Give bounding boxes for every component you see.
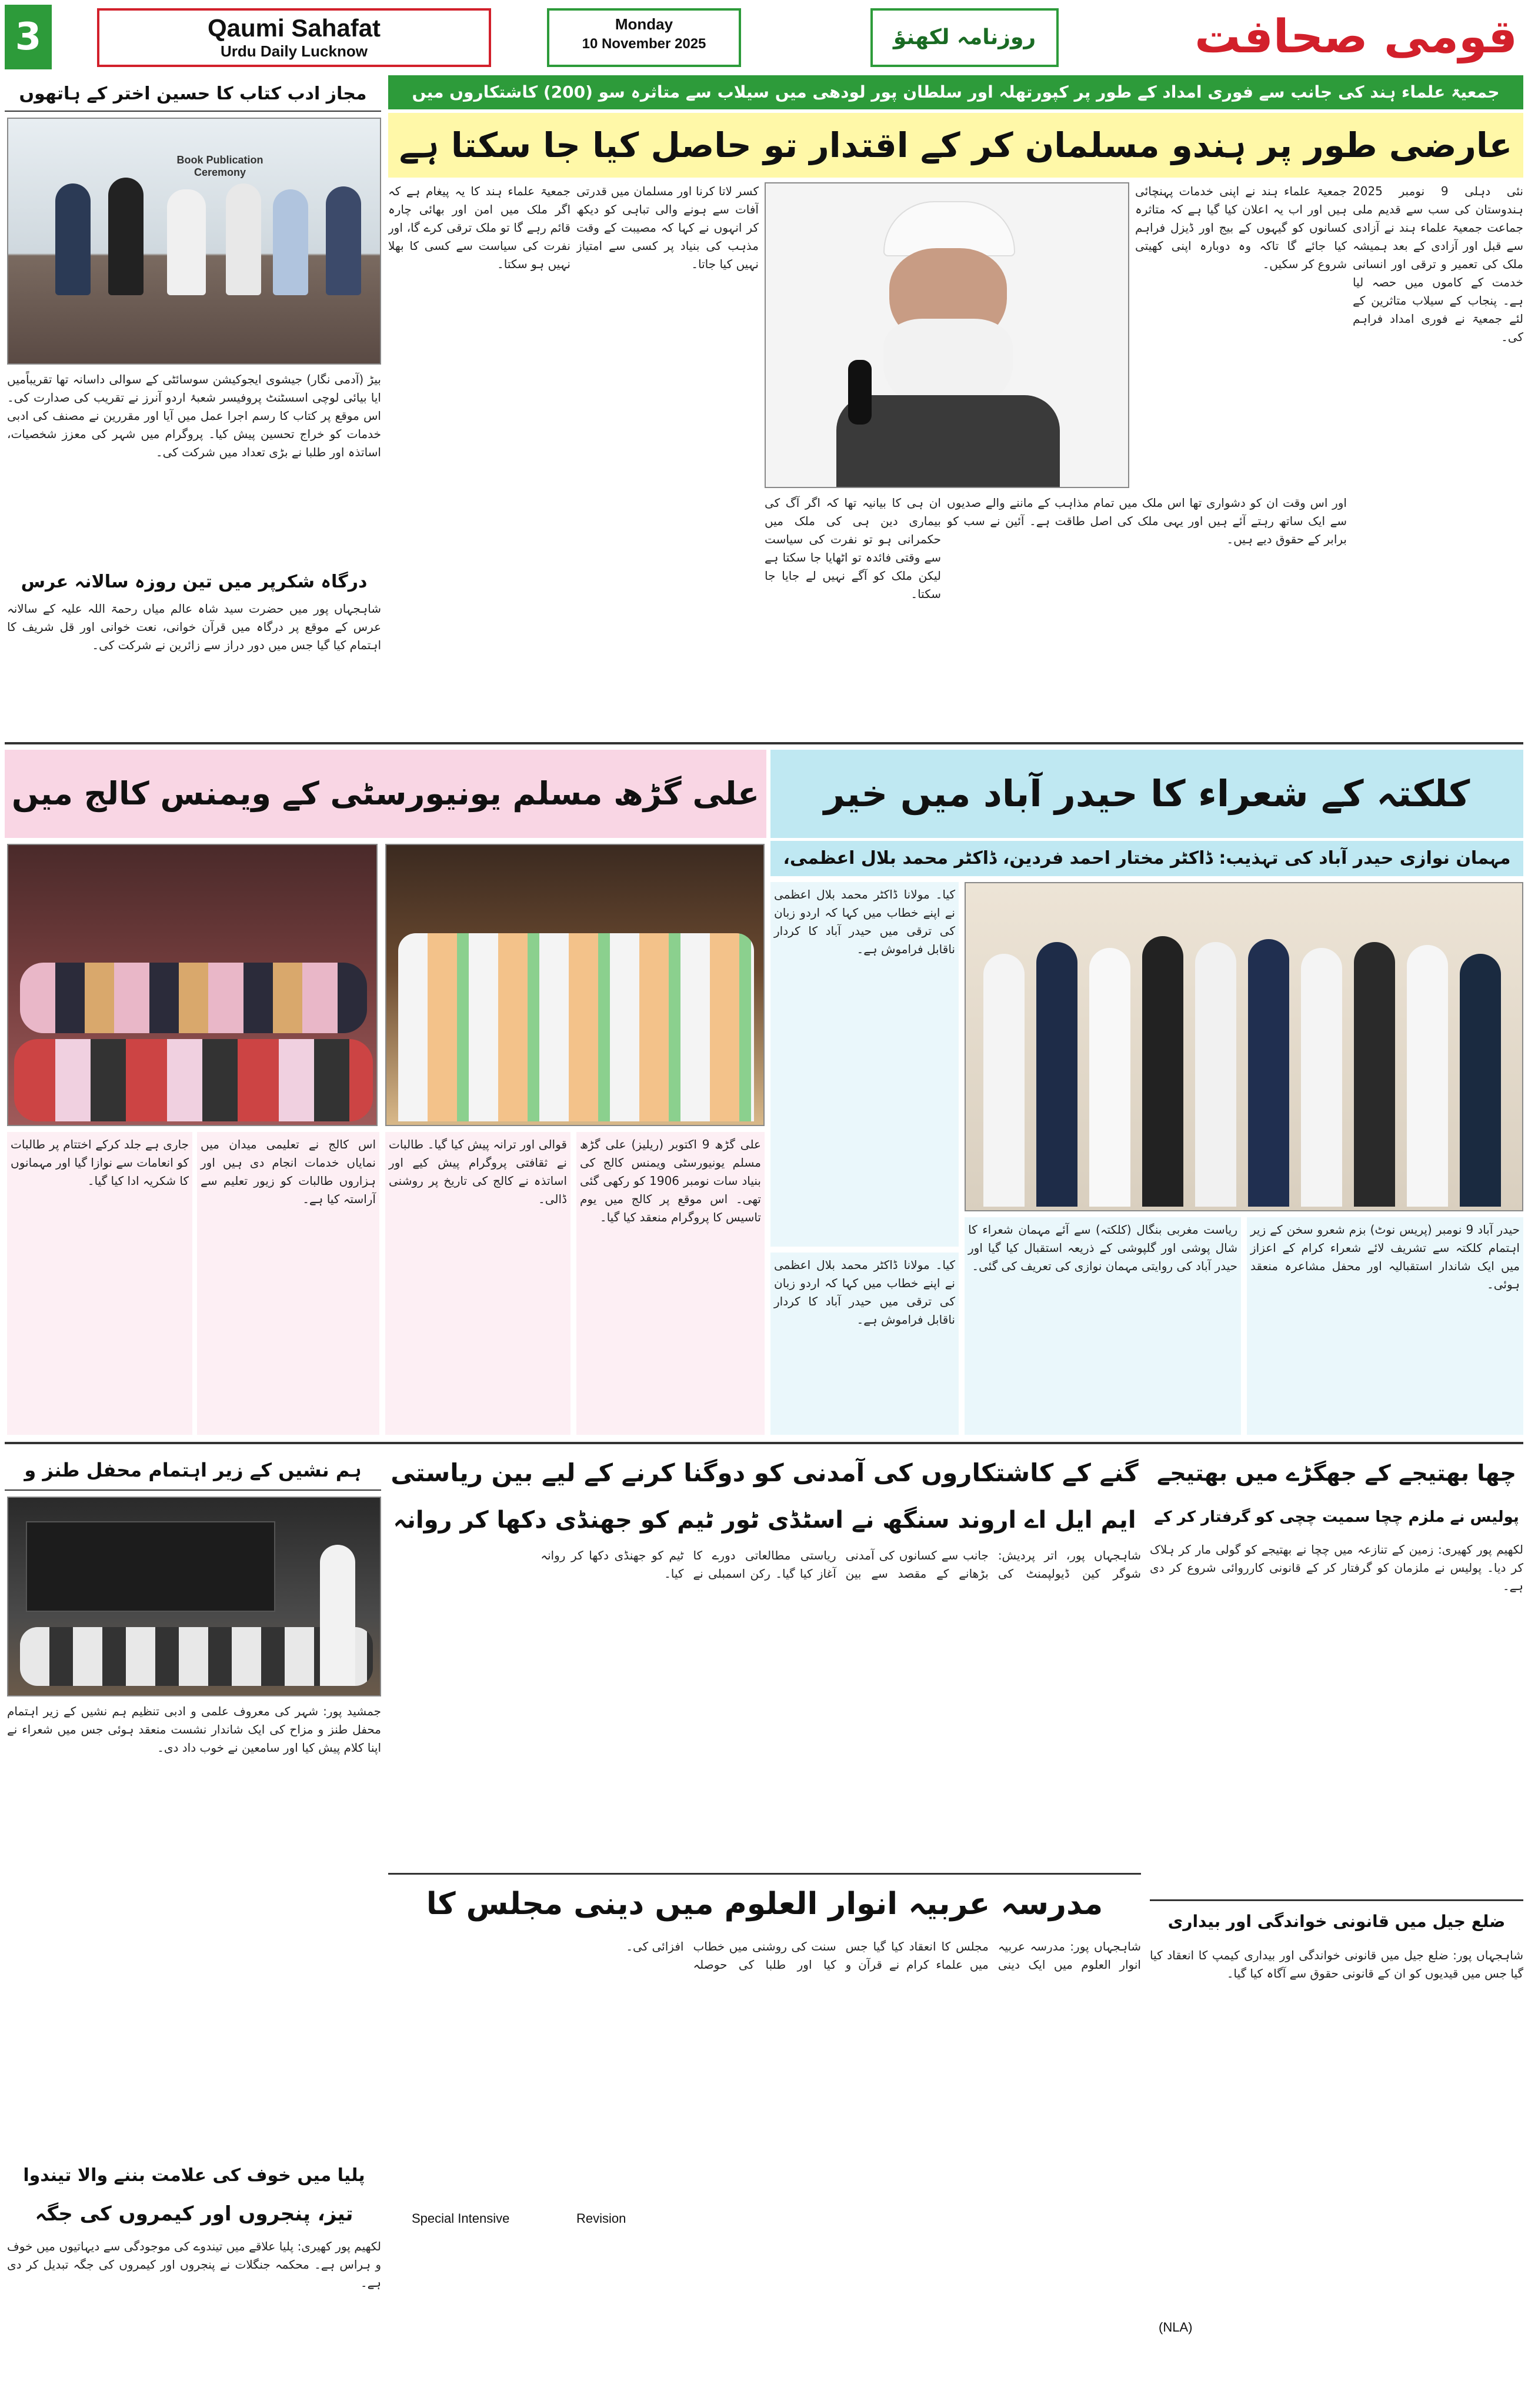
- top-col-1: نئی دہلی 9 نومبر 2025 ہندوستان کی سب سے قدیم ملی جماعت جمعیۃ علماء ہند نے آزادی سے قبل اور آزادی کے بعد ہمیشہ ملک کی تعمیر و ترقی اور انسانی خدمت کے کاموں میں حصہ لیا ہے۔ پنجاب کے سیلاب متاثرین کے لئے جمعیۃ نے فوری امداد فراہم کی۔: [1353, 184, 1523, 344]
- bl-subhead-1: پلیا میں خوف کی علامت بننے والا تیندوا: [23, 2165, 365, 2186]
- bc-body: شاہجہاں پور، اتر پردیش: شوگر کین ڈیولپمنٹ کی جانب سے کسانوں کی آمدنی بڑھانے کے مقصد سے بین ریاستی مطالعاتی دورے کا آغاز کیا گیا۔ رکن اسمبلی نے ٹیم کو جھنڈی دکھا کر روانہ کیا۔: [541, 1548, 1141, 1581]
- aligarh-body-4: جاری ہے جلد کرکے اختتام پر طالبات کو انعامات سے نوازا گیا اور مہمانوں کا شکریہ ادا کیا گیا۔: [7, 1132, 192, 1435]
- kolkata-body-3b: کیا۔ مولانا ڈاکٹر محمد بلال اعظمی نے اپنے خطاب میں کہا کہ اردو زبان کی ترقی میں حیدر آباد کا کردار ناقابل فراموش ہے۔: [770, 1253, 959, 1435]
- date-box: [547, 8, 741, 67]
- divider: [5, 742, 1523, 744]
- stage-panel: [26, 1521, 275, 1612]
- title-box: [97, 8, 491, 67]
- bl-subhead-2: تیز، پنجروں اور کیمروں کی جگہ: [35, 2202, 353, 2226]
- br-subhead-2: ضلع جیل میں قانونی خواندگی اور بیداری: [1150, 1899, 1523, 1941]
- roznama-box: روزنامہ لکھنؤ: [870, 8, 1059, 67]
- weekday: Monday: [615, 15, 673, 33]
- left-body: بیڑ (آدمی نگار) جیشوی ایجوکیشن سوسائٹی کے سوالی داسانہ تھا تقریباًمیں ایا بیائی لوچی اسسٹنٹ پروفیسر شعبۂ اردو آنرز نے تقریب کی صدارت کی۔ اس موقع پر کتاب کا رسم اجرا عمل میں آیا اور مقررین نے مصنف کی ادبی خدمات کو خراج تحسین پیش کیا۔ پروگرام میں شہر کی معزز شخصیات، اساتذہ اور طلبا نے بڑی تعداد میں شرکت کی۔: [7, 372, 381, 459]
- person-figure: [1354, 942, 1395, 1207]
- madani-photo: [765, 182, 1129, 488]
- kolkata-subhead: مہمان نوازی حیدر آباد کی تہذیب: ڈاکٹر مختار احمد فردین، ڈاکٹر محمد بلال اعظمی،: [770, 841, 1523, 876]
- person-figure: [1089, 948, 1130, 1207]
- person-figure: [55, 183, 91, 295]
- br-sub-body: شاہجہاں پور: ضلع جیل میں قانونی خواندگی اور بیداری کیمپ کا انعقاد کیا گیا جس میں قیدیوں کو ان کے قانونی حقوق سے آگاہ کیا گیا۔: [1150, 1948, 1523, 1980]
- top-kicker: جمعیۃ علماء ہند کی جانب سے فوری امداد کے طور پر کپورتھلہ اور سلطان پور لودھی میں سیلاب سے متاثرہ سو (200) کاشتکاروں میں: [388, 75, 1523, 109]
- kolkata-headline: کلکتہ کے شعراء کا حیدر آباد میں خیر: [770, 750, 1523, 838]
- person-figure: [1195, 942, 1236, 1207]
- top-col-5: کسر لاتا کرنا اور مسلمان میں قدرتی آفات سے ہونے والی تباہی کو دیکھ کر انہوں نے کہا کہ مصیبت کے وقت مذہب کی بنیاد پر کسی سے امتیاز نہیں کیا جاتا۔: [576, 184, 759, 271]
- top-col-6: جمعیۃ علماء ہند کا یہ پیغام ہے کہ اگر ملک میں امن اور بھائی چارہ قائم رہے گا تو ملک ترقی کرے گا، اور نفرت کی سیاست سے کسی کا بھلا نہیں ہو سکتا۔: [388, 184, 571, 271]
- madrasa-body: شاہجہاں پور: مدرسہ عربیہ انوار العلوم میں ایک دینی مجلس کا انعقاد کیا گیا جس میں علماء کرام نے قرآن و سنت کی روشنی میں خطاب کیا اور طلبا کی حوصلہ افزائی کی۔: [626, 1939, 1141, 1972]
- special-intensive-label: Special Intensive: [412, 2211, 510, 2226]
- left-subhead-title: درگاہ شکرپر میں تین روزہ سالانہ عرس: [21, 572, 368, 592]
- kolkata-photo: [965, 882, 1523, 1211]
- kolkata-body-1: حیدر آباد 9 نومبر (پریس نوٹ) بزم شعرو سخن کے زیر اہتمام کلکتہ سے تشریف لائے شعراء کرام کے اعزاز میں ایک شاندار استقبالیہ اور محفل مشاعرہ منعقد ہوئی۔: [1247, 1217, 1523, 1435]
- person-figure: [273, 189, 308, 295]
- top-headline: عارضی طور پر ہندو مسلمان کر کے اقتدار تو حاصل کیا جا سکتا ہے: [388, 113, 1523, 178]
- person-figure: [167, 189, 206, 295]
- person-figure: [326, 186, 361, 295]
- audience-row: [14, 1039, 373, 1121]
- mic-shape: [848, 360, 872, 425]
- aligarh-body-2: قوالی اور ترانہ پیش کیا گیا۔ طالبات نے ثقافتی پروگرام پیش کیے اور اساتذہ نے کالج کی تاریخ پر روشنی ڈالی۔: [385, 1132, 571, 1435]
- aligarh-photo-students: [385, 844, 765, 1126]
- top-col-4: ان ہی کا بیانیہ تھا کہ اگر آگ کی بیماری دین ہی کی ملک میں حکمرانی ہو تو نفرت کی سیاست سے وقتی فائدہ تو اٹھایا جا سکتا ہے لیکن ملک کو آگے نہیں لے جایا جا سکتا۔: [765, 496, 941, 601]
- bl-body: جمشید پور: شہر کی معروف علمی و ادبی تنظیم ہم نشیں کے زیر اہتمام محفل طنز و مزاح کی ایک شاندار نشست منعقد ہوئی جس میں شعراء نے اپنا کلام پیش کیا اور سامعین نے خوب داد دی۔: [7, 1704, 381, 1755]
- kolkata-body-2: ریاست مغربی بنگال (کلکتہ) سے آئے مہمان شعراء کا شال پوشی اور گلپوشی کے ذریعہ استقبال کیا گیا اور حیدر آباد کی روایتی مہمان نوازی کی تعریف کی گئی۔: [965, 1217, 1241, 1435]
- book-launch-photo: [7, 118, 381, 365]
- aligarh-body-3: اس کالج نے تعلیمی میدان میں نمایاں خدمات انجام دی ہیں اور ہزاروں طالبات کو زیور تعلیم سے آراستہ کیا ہے۔: [197, 1132, 379, 1435]
- left-headline: مجاز ادب کتاب کا حسین اختر کے ہاتھوں: [5, 76, 381, 112]
- aligarh-body-1: علی گڑھ 9 اکتوبر (ریلیز) علی گڑھ مسلم یونیورسٹی ویمنس کالج کی بنیاد سات نومبر 1906 کو رکھی گئی تھی۔ اس موقع پر کالج میں یوم تاسیس کا پروگرام منعقد کیا گیا۔: [576, 1132, 765, 1435]
- bc-headline: گنے کے کاشتکاروں کی آمدنی کو دوگنا کرنے کے لیے بین ریاستی: [391, 1458, 1139, 1487]
- bl-sub-body: لکھیم پور کھیری: پلیا علاقے میں تیندوے کی موجودگی سے دیہاتیوں میں خوف و ہراس ہے۔ محکمہ جنگلات نے پنجروں اور کیمروں کی جگہ تبدیل کر دی ہے۔: [7, 2239, 381, 2290]
- kolkata-body-3: کیا۔ مولانا ڈاکٹر محمد بلال اعظمی نے اپنے خطاب میں کہا کہ اردو زبان کی ترقی میں حیدر آباد کا کردار ناقابل فراموش ہے۔: [770, 882, 959, 1247]
- page-number: 3: [5, 5, 52, 69]
- divider: [5, 1442, 1523, 1444]
- nla-label: (NLA): [1159, 2320, 1193, 2334]
- top-col-3: اور اس وقت ان کو دشواری تھا اس ملک میں تمام مذاہب کے ماننے والے صدیوں سے ایک ساتھ رہتے آئے ہیں اور یہی ملک کی اصل طاقت ہے۔ آئین نے سب کو برابر کے حقوق دیے ہیں۔: [947, 496, 1347, 546]
- madrasa-headline: مدرسہ عربیہ انوار العلوم میں دینی مجلس کا: [388, 1873, 1141, 1932]
- person-figure: [1142, 936, 1183, 1207]
- masthead-logo: قومی صحافت: [1195, 11, 1517, 64]
- bl-headline: ہم نشیں کے زیر اہتمام محفل طنز و: [5, 1450, 381, 1491]
- revision-label: Revision: [576, 2211, 626, 2226]
- br-body: لکھیم پور کھیری: زمین کے تنازعہ میں چچا نے بھتیجے کو گولی مار کر ہلاک کر دیا۔ پولیس نے ملزمان کو گرفتار کر کے قانونی کارروائی شروع کر دی ہے۔: [1150, 1542, 1523, 1593]
- person-figure: [983, 954, 1025, 1207]
- audience-row: [20, 963, 367, 1033]
- students-row: [398, 933, 754, 1121]
- aligarh-photo-audience: [7, 844, 378, 1126]
- bc-subhead: ایم ایل اے اروند سنگھ نے اسٹڈی ٹور ٹیم کو جھنڈی دکھا کر روانہ: [393, 1507, 1136, 1534]
- photo-banner: Book Publication Ceremony: [176, 154, 263, 178]
- top-col-2: جمعیۃ علماء ہند نے اپنی خدمات پہنچائی ہیں اور اب یہ اعلان کیا گیا ہے کہ متاثرہ کسانوں کو گیہوں کے بیج اور ڈیزل فراہم کیا جائے گا تاکہ وہ دوبارہ اپنی کھیتی شروع کر سکیں۔: [1135, 184, 1347, 271]
- person-figure: [1460, 954, 1501, 1207]
- subtitle-en: Urdu Daily Lucknow: [221, 42, 368, 60]
- br-subhead: پولیس نے ملزم چچا سمیت چچی کو گرفتار کر کے: [1154, 1508, 1519, 1526]
- person-figure: [1407, 945, 1448, 1207]
- tanz-photo: [7, 1497, 381, 1696]
- person-figure: [108, 178, 144, 295]
- br-headline: چھا بھتیجے کے جھگڑے میں بھتیجے: [1156, 1460, 1517, 1486]
- person-figure: [226, 183, 261, 295]
- aligarh-headline: علی گڑھ مسلم یونیورسٹی کے ویمنس کالج میں: [5, 750, 766, 838]
- person-figure: [1301, 948, 1342, 1207]
- person-figure: [320, 1545, 355, 1686]
- left-sub-body: شاہجہاں پور میں حضرت سید شاہ عالم میاں رحمۃ اللہ علیہ کے سالانہ عرس کے موقع پر درگاہ میں قرآن خوانی، نعت خوانی اور قل شریف کا اہتمام کیا گیا جس میں دور دراز سے زائرین نے شرکت کی۔: [7, 602, 381, 652]
- date: 10 November 2025: [582, 36, 706, 52]
- title-en: Qaumi Sahafat: [207, 14, 381, 42]
- person-figure: [1036, 942, 1077, 1207]
- person-figure: [1248, 939, 1289, 1207]
